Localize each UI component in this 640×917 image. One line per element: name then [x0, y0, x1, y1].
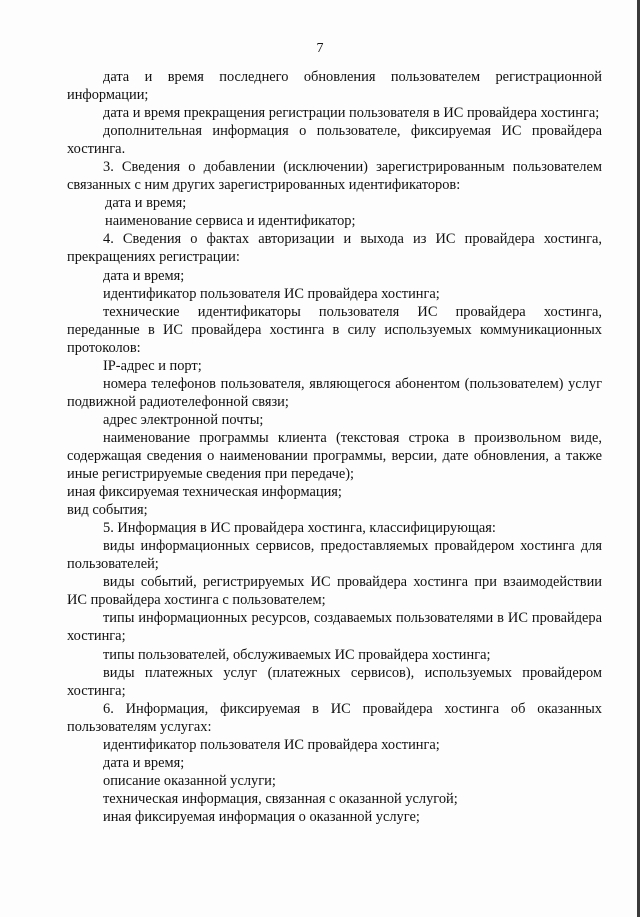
paragraph: виды платежных услуг (платежных сервисов), используемых провайдером хостинга;	[67, 664, 602, 699]
paragraph: адрес электронной почты;	[103, 411, 264, 428]
paragraph: иная фиксируемая информация о оказанной услуге;	[103, 808, 420, 825]
paragraph: типы информационных ресурсов, создаваемых пользователями в ИС провайдера хостинга;	[67, 610, 602, 645]
paragraph: дополнительная информация о пользователе, фиксируемая ИС провайдера хостинга.	[67, 123, 602, 158]
paragraph: виды событий, регистрируемых ИС провайдера хостинга при взаимодействии ИС провайдера хостинга с пользователем;	[67, 574, 602, 609]
section-heading-4: 4. Сведения о фактах авторизации и выхода из ИС провайдера хостинга, прекращениях регистрации:	[67, 231, 602, 266]
paragraph: вид события;	[67, 502, 148, 519]
paragraph: иная фиксируемая техническая информация;	[67, 484, 342, 501]
paragraph: наименование программы клиента (текстовая строка в произвольном виде, содержащая сведения о наименовании программы, версии, дате обновления, а также иные регистрируемые сведения при передаче);	[67, 429, 602, 483]
paragraph: технические идентификаторы пользователя ИС провайдера хостинга, переданные в ИС провайдера хостинга в силу используемых коммуникационных протоколов:	[67, 303, 602, 356]
paragraph: описание оказанной услуги;	[103, 772, 276, 789]
paragraph: дата и время прекращения регистрации пользователя в ИС провайдера хостинга;	[103, 105, 600, 122]
paragraph: техническая информация, связанная с оказанной услугой;	[103, 790, 458, 807]
paragraph: дата и время;	[103, 754, 185, 771]
paragraph: идентификатор пользователя ИС провайдера хостинга;	[103, 285, 440, 302]
paragraph: виды информационных сервисов, предоставляемых провайдером хостинга для пользователей;	[67, 538, 602, 573]
paragraph: IP-адрес и порт;	[103, 357, 202, 374]
section-heading-3: 3. Сведения о добавлении (исключении) зарегистрированным пользователем связанных с ним других зарегистрированных идентификаторов:	[67, 159, 602, 194]
section-heading-6: 6. Информация, фиксируемая в ИС провайдера хостинга об оказанных пользователям услугах:	[67, 700, 602, 735]
paragraph: дата и время последнего обновления пользователем регистрационной информации;	[67, 69, 602, 104]
paragraph: дата и время;	[103, 267, 185, 284]
paragraph: идентификатор пользователя ИС провайдера хостинга;	[103, 736, 440, 753]
paragraph: наименование сервиса и идентификатор;	[105, 213, 356, 230]
paragraph: типы пользователей, обслуживаемых ИС провайдера хостинга;	[103, 646, 491, 663]
page-number: 7	[316, 41, 324, 56]
document-body	[67, 68, 602, 826]
paragraph: номера телефонов пользователя, являющегося абонентом (пользователем) услуг подвижной радиотелефонной связи;	[67, 375, 602, 410]
paragraph: дата и время;	[105, 195, 187, 212]
section-heading-5: 5. Информация в ИС провайдера хостинга, классифицирующая:	[103, 520, 496, 537]
